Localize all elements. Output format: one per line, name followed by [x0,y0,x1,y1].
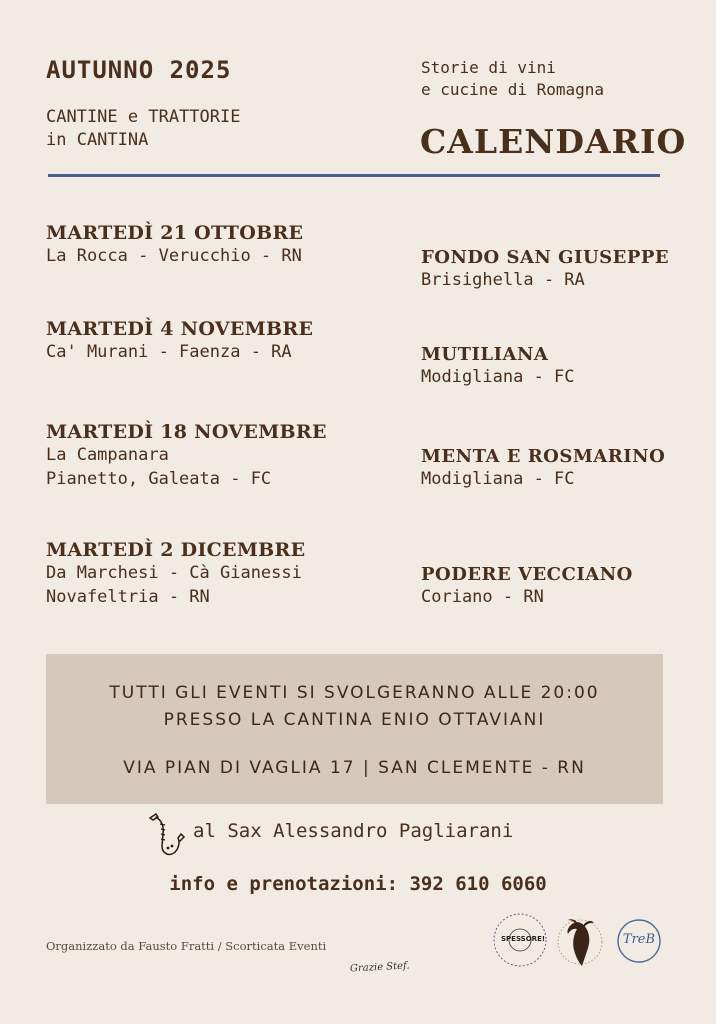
event-venue: Da Marchesi - Cà Gianessi [46,563,302,583]
event-venue-location: Pianetto, Galeata - FC [46,469,272,489]
designer-signature: Grazie Stef. [349,960,410,975]
saxophone-icon [144,812,186,860]
winery-name: MUTILIANA [421,344,549,365]
event-details [46,539,305,609]
subtitle-line-2: in CANTINA [46,130,149,150]
event-date: MARTEDÌ 21 OTTOBRE [46,222,304,244]
poster-title: AUTUNNO 2025 [46,56,232,84]
event-details [46,421,327,491]
winery-location: Modigliana - FC [421,469,575,489]
event-venue-notice: PRESSO LA CANTINA ENIO OTTAVIANI [163,710,546,730]
winery-name: PODERE VECCIANO [421,564,633,585]
tagline-line-2: e cucine di Romagna [421,80,605,99]
event-venue-location: Novafeltria - RN [46,587,210,607]
event-winery [421,344,575,389]
booking-info: info e prenotazioni: 392 610 6060 [169,873,547,895]
spessore-logo-text: SPESSORE! [501,935,546,943]
treb-logo [616,918,662,964]
winery-location: Brisighella - RA [421,270,585,290]
event-winery [421,247,669,292]
event-address: VIA PIAN DI VAGLIA 17 | SAN CLEMENTE - RN [123,758,586,778]
event-time-notice: TUTTI GLI EVENTI SI SVOLGERANNO ALLE 20:00 [109,683,600,703]
header-divider [48,174,660,177]
event-details [46,222,303,268]
event-venue: Ca' Murani - Faenza - RA [46,342,292,362]
event-details [46,318,313,364]
subtitle-line-1: CANTINE e TRATTORIE [46,107,241,127]
event-date: MARTEDÌ 4 NOVEMBRE [46,318,314,340]
event-venue: La Campanara [46,445,169,465]
winery-location: Modigliana - FC [421,367,575,387]
event-info-box [46,654,663,804]
event-date: MARTEDÌ 18 NOVEMBRE [46,421,327,443]
event-date: MARTEDÌ 2 DICEMBRE [46,539,306,561]
winery-location: Coriano - RN [421,587,544,607]
spessore-logo [492,912,548,968]
poster-tagline [421,57,604,101]
event-winery [421,564,633,609]
tagline-line-1: Storie di vini [421,58,556,77]
goat-logo [556,914,604,970]
winery-name: MENTA E ROSMARINO [421,446,666,467]
poster-subtitle [46,106,240,152]
calendar-heading: CALENDARIO [420,122,687,161]
event-venue: La Rocca - Verucchio - RN [46,246,302,266]
event-winery [421,446,665,491]
treb-logo-text: TreB [622,932,656,947]
musician-credit: al Sax Alessandro Pagliarani [193,820,514,842]
organizer-credit: Organizzato da Fausto Fratti / Scorticata Eventi [46,939,327,953]
winery-name: FONDO SAN GIUSEPPE [421,247,670,268]
